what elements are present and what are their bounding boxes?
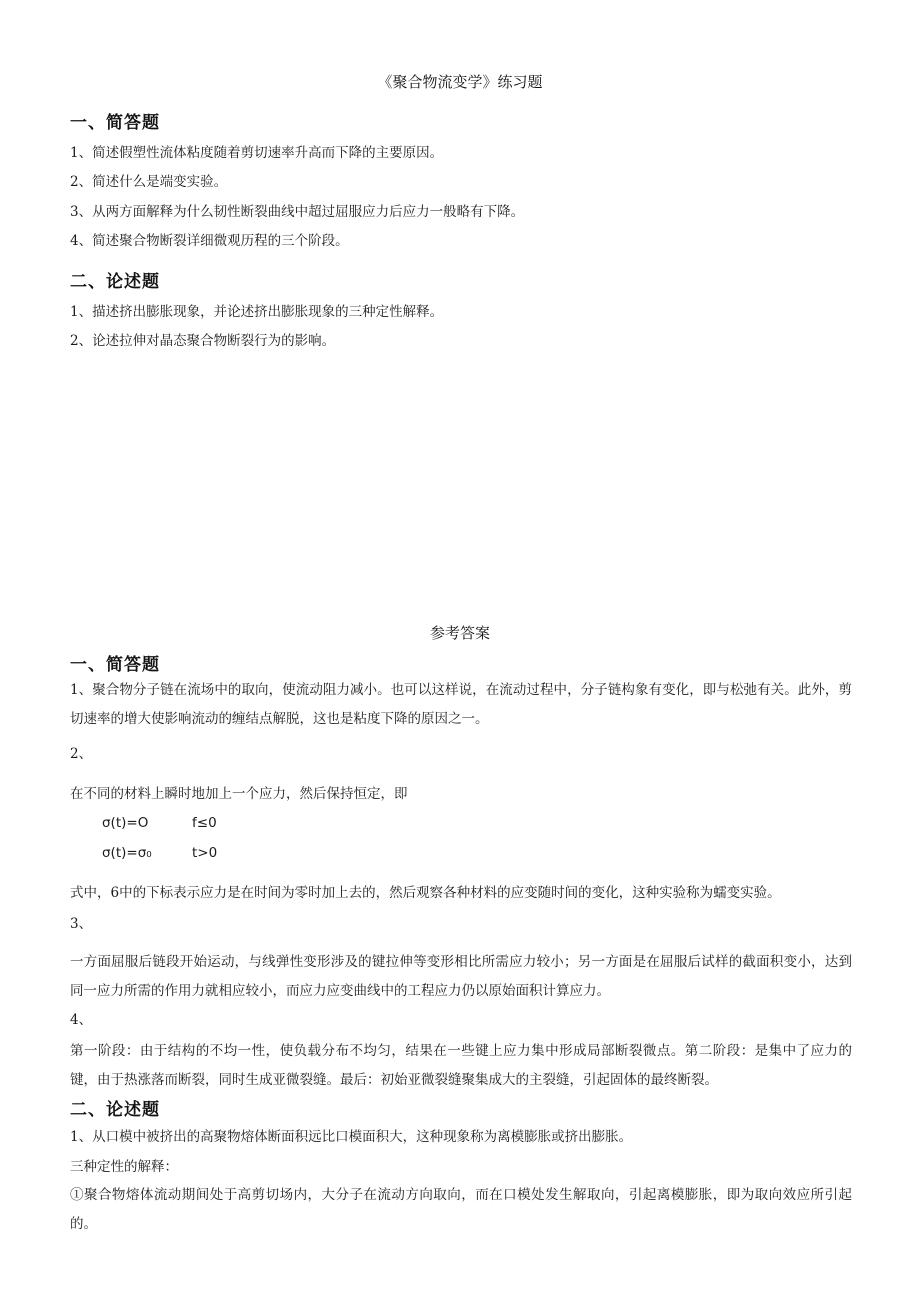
answer-4-text: 第一阶段：由于结构的不均一性，使负载分布不均匀，结果在一些键上应力集中形成局部断裂微点。第二阶段：是集中了应力的键，由于热涨落而断裂，同时生成亚微裂缝。最后：初始亚微裂缝聚集成大的主裂缝，引起固体的最终断裂。: [70, 1043, 852, 1088]
answer-4-number: 4、: [70, 1012, 93, 1028]
exercise-section1-heading: 一、简答题: [70, 113, 160, 133]
exercise-discussion-2: 2、论述拉伸对晶态聚合物断裂行为的影响。: [70, 333, 336, 349]
answer-b1: 1、从口模中被挤出的高聚物熔体断面积远比口模面积大，这种现象称为离模膨胀或挤出膨胀。: [70, 1129, 633, 1145]
exercise-discussion-1: 1、描述挤出膨胀现象，并论述挤出膨胀现象的三种定性解释。: [70, 304, 444, 320]
exercise-question-3: 3、从两方面解释为什么韧性断裂曲线中超过屈服应力后应力一般略有下降。: [70, 204, 525, 220]
answer-b1-subheading: 三种定性的解释：: [70, 1159, 178, 1175]
answer-2-text: 在不同的材料上瞬时地加上一个应力，然后保持恒定，即: [70, 786, 408, 802]
answers-section2-heading: 二、论述题: [70, 1100, 160, 1120]
answer-2-number: 2、: [70, 746, 93, 762]
answer-3-text: 一方面屈服后链段开始运动，与线弹性变形涉及的键拉伸等变形相比所需应力较小；另一方面是在屈服后试样的截面积变小，达到同一应力所需的作用力就相应较小，而应力应变曲线中的工程应力仍以原始面积计算应力。: [70, 954, 852, 999]
formula-1-condition: f≤0: [192, 815, 217, 831]
exercise-question-2: 2、简述什么是端变实验。: [70, 174, 228, 190]
answers-title: 参考答案: [429, 624, 490, 642]
formula-1-lhs: σ(t)=O: [102, 815, 149, 831]
formula-2-condition: t>0: [192, 845, 218, 861]
answer-3-number: 3、: [70, 916, 93, 932]
formula-line-2: [102, 845, 218, 861]
answer-b1-point-1: ①聚合物熔体流动期间处于高剪切场内，大分子在流动方向取向，而在口模处发生解取向，引起离模膨胀，即为取向效应所引起的。: [70, 1187, 852, 1232]
answers-section1-heading: 一、简答题: [70, 655, 160, 675]
answer-1: 1、聚合物分子链在流场中的取向，使流动阻力减小。也可以这样说，在流动过程中，分子链构象有变化，即与松弛有关。此外，剪切速率的增大使影响流动的缠结点解脱，这也是粘度下降的原因之一。: [70, 682, 852, 727]
exercise-question-4: 4、简述聚合物断裂详细微观历程的三个阶段。: [70, 233, 349, 249]
formula-line-1: [102, 815, 217, 831]
formula-2-lhs: σ(t)=σ₀: [102, 845, 152, 861]
exercise-question-1: 1、简述假塑性流体粘度随着剪切速率升高而下降的主要原因。: [70, 145, 444, 161]
exercise-title: 《聚合物流变学》练习题: [377, 73, 543, 91]
exercise-section2-heading: 二、论述题: [70, 272, 160, 292]
answer-2-tail: 式中，6中的下标表示应力是在时间为零时加上去的，然后观察各种材料的应变随时间的变化，这种实验称为蠕变实验。: [70, 885, 781, 901]
